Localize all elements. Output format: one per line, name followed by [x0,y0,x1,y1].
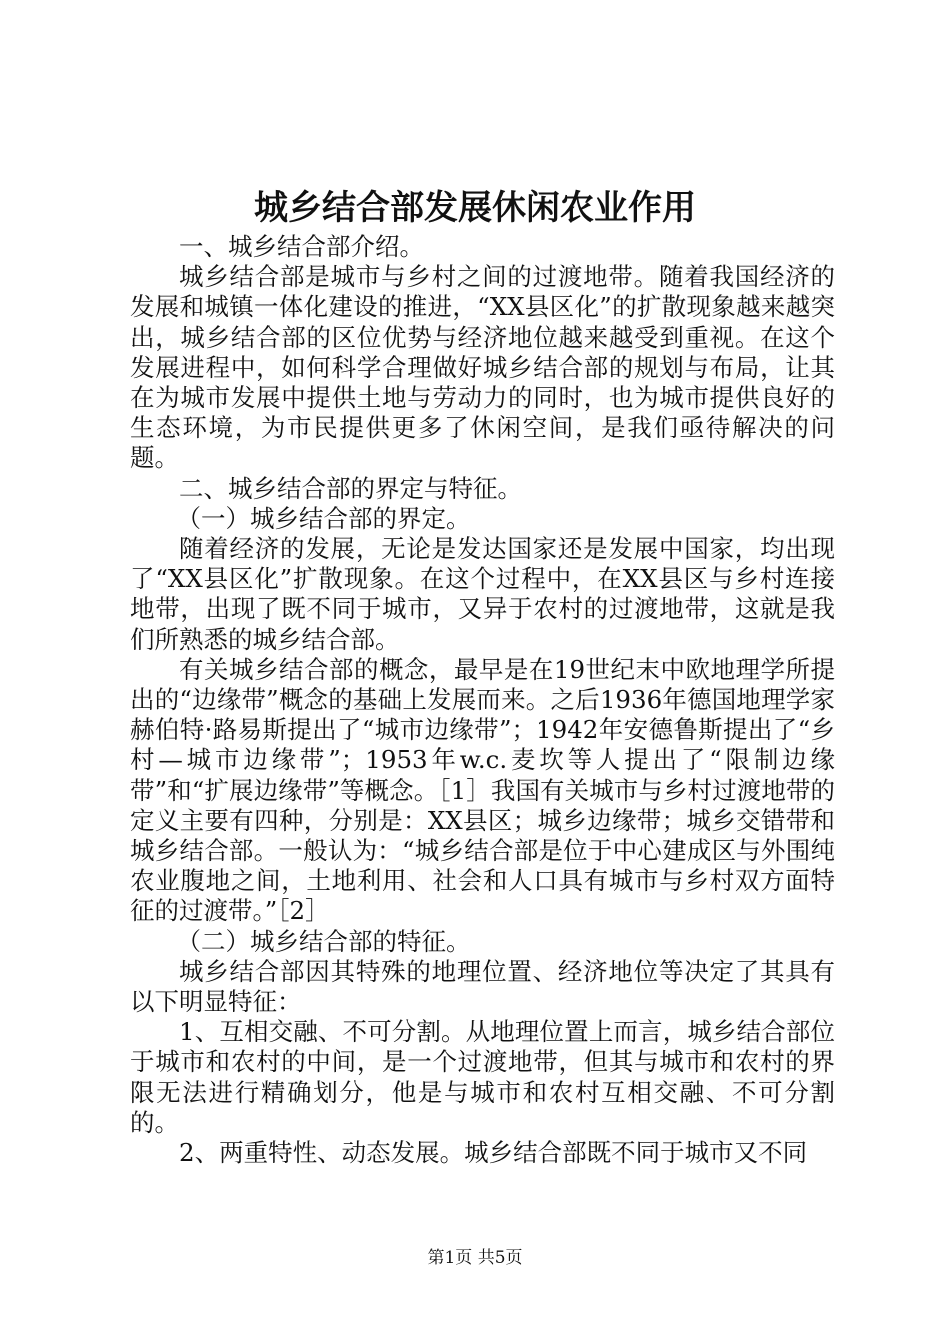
paragraph-feature-1: 1、互相交融、不可分割。从地理位置上而言，城乡结合部位于城市和农村的中间，是一个过渡地带，但其与城市和农村的界限无法进行精确划分，他是与城市和农村互相交融、不可分割的。 [130,1017,835,1137]
section-heading-2: 二、城乡结合部的界定与特征。 [179,473,522,503]
paragraph-definition: 随着经济的发展，无论是发达国家还是发展中国家，均出现了“XX县区化”扩散现象。在这个过程中，在XX县区与乡村连接地带，出现了既不同于城市，又异于农村的过渡地带，这就是我们所熟悉的城乡结合部。 [130,534,835,654]
subsection-heading-2: （二）城乡结合部的特征。 [176,926,471,956]
paragraph-concept-history: 有关城乡结合部的概念，最早是在19世纪末中欧地理学所提出的“边缘带”概念的基础上发展而来。之后1936年德国地理学家赫伯特·路易斯提出了“城市边缘带”；1942年安德鲁斯提出了“乡村—城市边缘带”；1953年w.c.麦坎等人提出了“限制边缘带”和“扩展边缘带”等概念。［1］我国有关城市与乡村过渡地带的定义主要有四种，分别是：XX县区；城乡边缘带；城乡交错带和城乡结合部。一般认为：“城乡结合部是位于中心建成区与外围纯农业腹地之间，土地利用、社会和人口具有城市与乡村双方面特征的过渡带。”［2］ [130,654,835,926]
paragraph-feature-2: 2、两重特性、动态发展。城乡结合部既不同于城市又不同 [179,1138,808,1168]
document-body [130,232,835,1168]
paragraph-features-intro: 城乡结合部因其特殊的地理位置、经济地位等决定了其具有以下明显特征： [130,956,835,1017]
section-heading-1: 一、城乡结合部介绍。 [179,232,424,261]
document-title: 城乡结合部发展休闲农业作用 [254,188,696,228]
subsection-heading-1: （一）城乡结合部的界定。 [176,503,471,533]
paragraph-intro: 城乡结合部是城市与乡村之间的过渡地带。随着我国经济的发展和城镇一体化建设的推进，“XX县区化”的扩散现象越来越突出，城乡结合部的区位优势与经济地位越来越受到重视。在这个发展进程中，如何科学合理做好城乡结合部的规划与布局，让其在为城市发展中提供土地与劳动力的同时，也为城市提供良好的生态环境，为市民提供更多了休闲空间，是我们亟待解决的问题。 [130,262,835,473]
page-footer: 第1页 共5页 [427,1248,523,1268]
